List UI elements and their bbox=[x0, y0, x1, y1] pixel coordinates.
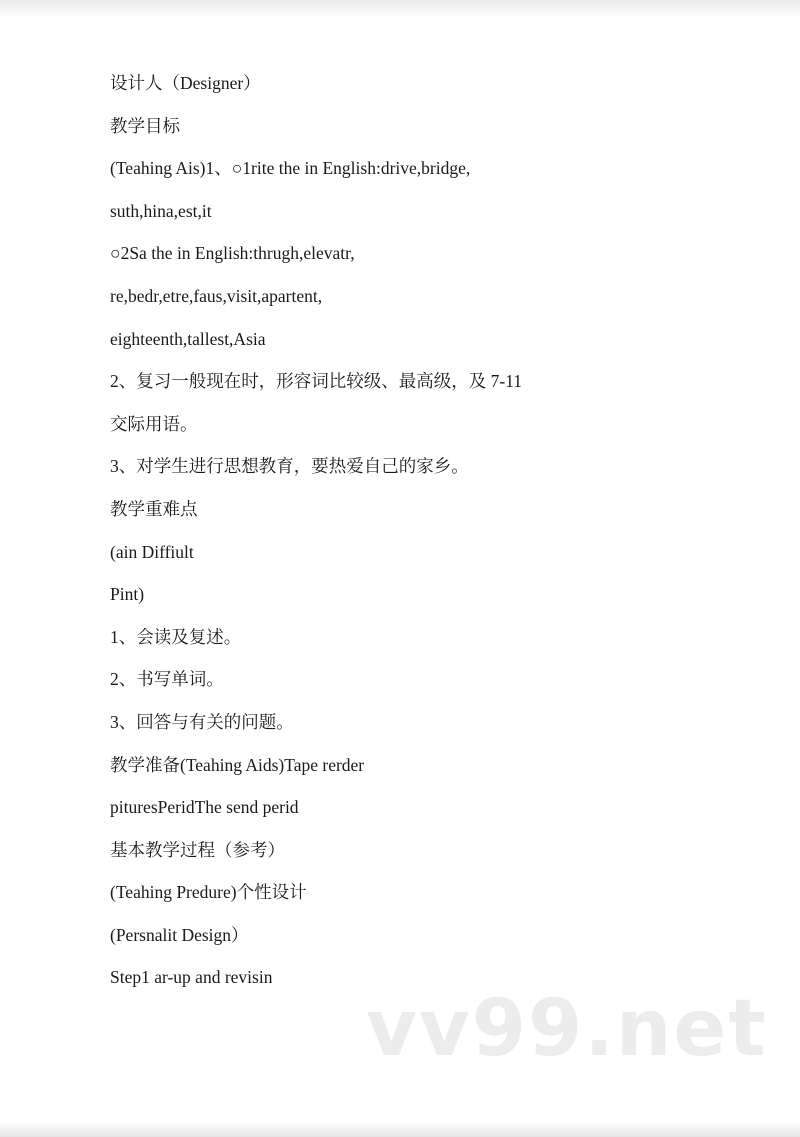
teaching-goals-heading: 教学目标 bbox=[110, 115, 180, 136]
teaching-process-heading: 基本教学过程（参考） bbox=[110, 839, 285, 860]
text-line: suth,hina,est,it bbox=[110, 200, 212, 221]
text-line: (Teahing Ais)1、○1rite the in English:drive,bridge, bbox=[110, 158, 471, 179]
page-bottom-edge bbox=[0, 1122, 800, 1137]
text-line: 1、会读及复述。 bbox=[110, 626, 242, 647]
key-points-heading: 教学重难点 bbox=[110, 498, 198, 519]
text-line: 2、书写单词。 bbox=[110, 669, 224, 690]
text-line: 3、对学生进行思想教育，要热爱自己的家乡。 bbox=[110, 456, 469, 477]
step-line: Step1 ar-up and revisin bbox=[110, 967, 273, 988]
text-line: re,bedr,etre,faus,visit,apartent, bbox=[110, 285, 323, 306]
text-line: 2、复习一般现在时，形容词比较级、最高级，及 7-11 bbox=[110, 371, 523, 392]
watermark-logo: vv99.net bbox=[366, 984, 768, 1074]
document-body bbox=[110, 62, 750, 999]
text-line: (Persnalit Design） bbox=[110, 924, 249, 945]
text-line: (Teahing Predure)个性设计 bbox=[110, 882, 307, 903]
text-line: ○2Sa the in English:thrugh,elevatr, bbox=[110, 243, 355, 264]
text-line: 3、回答与有关的问题。 bbox=[110, 711, 294, 732]
text-line: eighteenth,tallest,Asia bbox=[110, 328, 266, 349]
text-line: 交际用语。 bbox=[110, 413, 198, 434]
teaching-aids-line: 教学准备(Teahing Aids)Tape rerder bbox=[110, 754, 365, 775]
text-line: (ain Diffiult bbox=[110, 541, 194, 562]
text-line: pituresPeridThe send perid bbox=[110, 797, 299, 818]
designer-heading: 设计人（Designer） bbox=[110, 73, 261, 93]
page-top-shadow bbox=[0, 0, 800, 18]
text-line: Pint) bbox=[110, 584, 145, 605]
